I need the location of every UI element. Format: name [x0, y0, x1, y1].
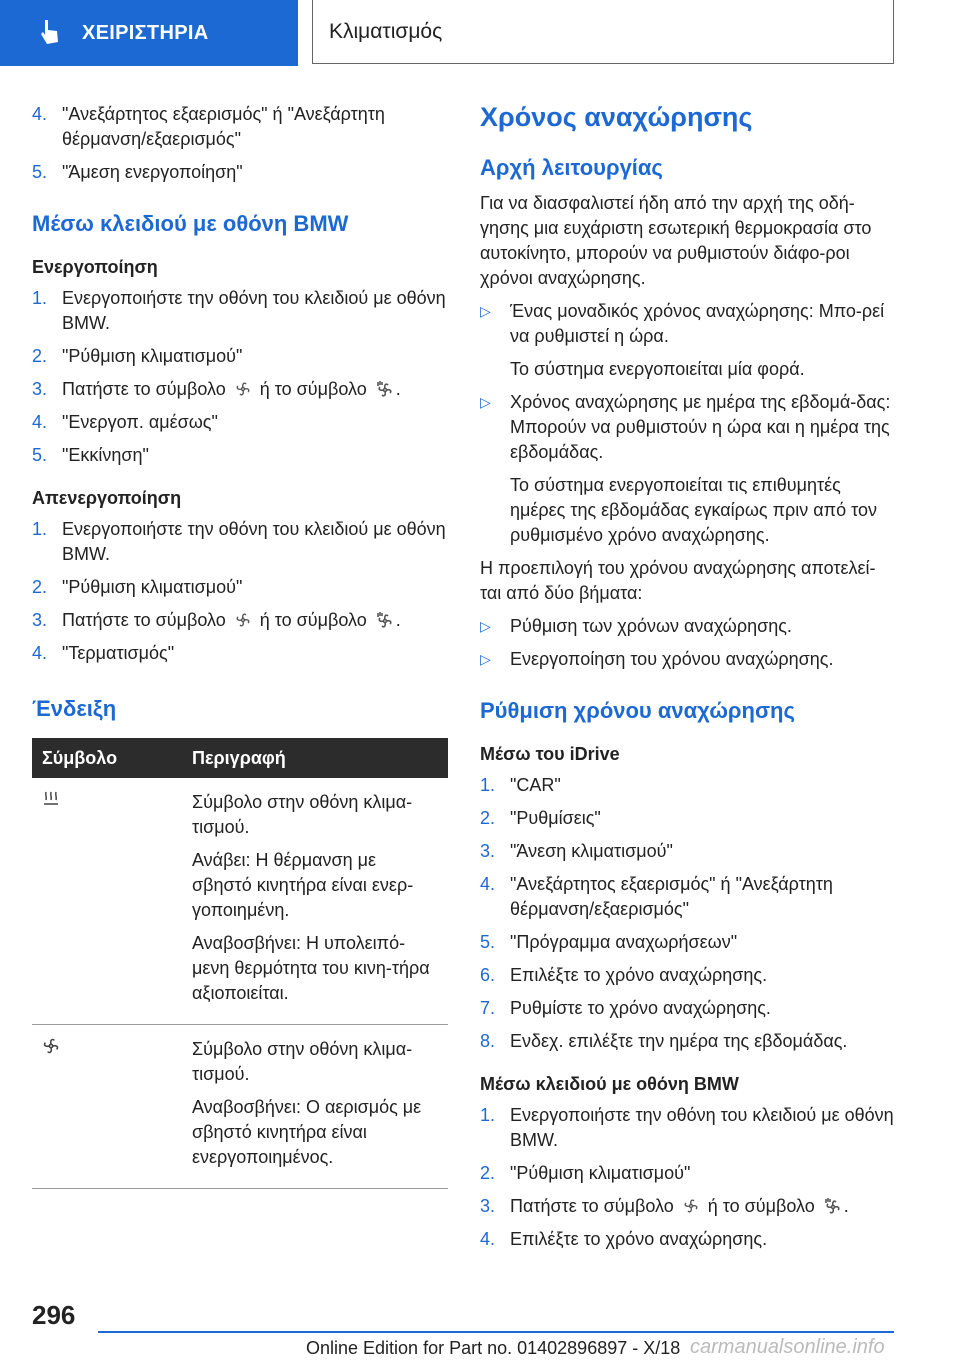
- list-text: ή το σύμβολο: [259, 610, 367, 630]
- list-text: "Ρύθμιση κλιματισμού": [62, 346, 243, 366]
- heating-fan-icon: [376, 612, 392, 628]
- list-item: [32, 517, 448, 567]
- footer-divider: [98, 1331, 894, 1333]
- list-text: "Εκκίνηση": [62, 445, 149, 465]
- description-text: Ανάβει: Η θέρμανση με σβηστό κινητήρα είναι ενερ-γοποιημένη.: [192, 850, 414, 920]
- list-item: [32, 443, 448, 468]
- list-number: 4.: [32, 412, 48, 432]
- list-item: [480, 872, 894, 922]
- ventilation-fan-icon: [235, 381, 251, 397]
- list-item: [32, 410, 448, 435]
- list-number: 4.: [480, 874, 496, 894]
- list-text: .: [843, 1196, 849, 1216]
- list-text: Πατήστε το σύμβολο: [62, 610, 226, 630]
- table-cell-description: [182, 1025, 448, 1189]
- list-number: 1.: [32, 288, 48, 308]
- list-item: [32, 575, 448, 600]
- list-text: "Ρύθμιση κλιματισμού": [510, 1163, 691, 1183]
- table-header-description: Περιγραφή: [182, 738, 448, 778]
- activation-heading: Ενεργοποίηση: [32, 257, 158, 277]
- list-text: "Ρυθμίσεις": [510, 808, 601, 828]
- list-text: .: [395, 610, 401, 630]
- deactivation-heading: Απενεργοποίηση: [32, 488, 182, 508]
- list-item: [32, 641, 448, 666]
- list-number: 2.: [480, 808, 496, 828]
- table-row: [32, 1025, 448, 1189]
- edition-text: Online Edition for Part no. 01402896897 - X/18: [306, 1338, 681, 1358]
- list-text: "Ενεργοπ. αμέσως": [62, 412, 218, 432]
- principle-text: Για να διασφαλιστεί ήδη από την αρχή της οδή-γησης μια ευχάριστη εσωτερική θερμοκρασία στο αυτοκίνητο, μπορούν να ρυθμιστούν διάφο-ροι χρόνοι αναχώρησης.: [480, 193, 872, 288]
- list-text: Ενδεχ. επιλέξτε την ημέρα της εβδομάδας.: [510, 1031, 848, 1051]
- list-item: [32, 344, 448, 369]
- description-text: Σύμβολο στην οθόνη κλιμα-τισμού.: [192, 1039, 413, 1084]
- list-item: [480, 1194, 894, 1219]
- list-item: [32, 286, 448, 336]
- heating-fan-icon: [824, 1198, 840, 1214]
- list-number: 5.: [32, 162, 48, 182]
- key-heading-right: Μέσω κλειδιού με οθόνη BMW: [480, 1074, 739, 1094]
- list-text: Πατήστε το σύμβολο: [510, 1196, 674, 1216]
- list-number: 2.: [480, 1163, 496, 1183]
- list-text: ή το σύμβολο: [259, 379, 367, 399]
- bullet-text: Ρύθμιση των χρόνων αναχώρησης.: [510, 616, 792, 636]
- description-text: Σύμβολο στην οθόνη κλιμα-τισμού.: [192, 792, 413, 837]
- preselect-text: Η προεπιλογή του χρόνου αναχώρησης αποτελεί-ται από δύο βήματα:: [480, 558, 876, 603]
- list-number: 5.: [480, 932, 496, 952]
- table-cell-symbol: [32, 778, 182, 1025]
- section-title-box: [312, 0, 894, 64]
- list-number: 1.: [32, 519, 48, 539]
- list-text: "Ανεξάρτητος εξαερισμός" ή "Ανεξάρτητη θέρμανση/εξαερισμός": [62, 104, 385, 149]
- list-text: ή το σύμβολο: [707, 1196, 815, 1216]
- bullet-item: [480, 647, 894, 672]
- list-number: 6.: [480, 965, 496, 985]
- right-column: [480, 102, 894, 1260]
- list-text: .: [395, 379, 401, 399]
- list-number: 8.: [480, 1031, 496, 1051]
- list-text: Ρυθμίστε το χρόνο αναχώρησης.: [510, 998, 771, 1018]
- table-cell-description: [182, 778, 448, 1025]
- list-text: "Πρόγραμμα αναχωρήσεων": [510, 932, 738, 952]
- bullet-text: Ένας μοναδικός χρόνος αναχώρησης: Μπο-ρεί να ρυθμιστεί η ώρα.: [510, 301, 885, 346]
- key-heading: Μέσω κλειδιού με οθόνη BMW: [32, 211, 349, 236]
- list-text: Επιλέξτε το χρόνο αναχώρησης.: [510, 1229, 768, 1249]
- description-text: Αναβοσβήνει: Η υπολειπό-μενη θερμότητα του κινη-τήρα αξιοποιείται.: [192, 933, 430, 1003]
- list-text: "Ανεξάρτητος εξαερισμός" ή "Ανεξάρτητη θέρμανση/εξαερισμός": [510, 874, 833, 919]
- list-item: [480, 996, 894, 1021]
- list-item: [480, 806, 894, 831]
- ventilation-fan-icon: [42, 1037, 60, 1055]
- left-column: [32, 102, 448, 1189]
- list-number: 4.: [32, 104, 48, 124]
- list-item: [480, 839, 894, 864]
- ventilation-fan-icon: [235, 612, 251, 628]
- list-item: [480, 963, 894, 988]
- table-header-symbol: Σύμβολο: [32, 738, 182, 778]
- list-text: "Άμεση ενεργοποίηση": [62, 162, 243, 182]
- heating-fan-icon: [376, 381, 392, 397]
- list-number: 1.: [480, 775, 496, 795]
- symbol-table: [32, 738, 448, 1189]
- ventilation-fan-icon: [683, 1198, 699, 1214]
- bullet-text: Χρόνος αναχώρησης με ημέρα της εβδομά-δας: Μπορούν να ρυθμιστούν η ώρα και η ημέρα της εβδομάδας.: [510, 392, 891, 462]
- triangle-bullet-icon: ▷: [480, 303, 491, 319]
- list-item: [32, 608, 448, 633]
- table-row: [32, 778, 448, 1025]
- departure-time-title: Χρόνος αναχώρησης: [480, 102, 753, 132]
- list-item: [480, 930, 894, 955]
- hand-pointer-icon: [38, 18, 62, 48]
- list-number: 3.: [480, 1196, 496, 1216]
- list-item: [32, 160, 448, 185]
- header-tab[interactable]: [0, 0, 298, 66]
- list-number: 7.: [480, 998, 496, 1018]
- list-text: "Ρύθμιση κλιματισμού": [62, 577, 243, 597]
- triangle-bullet-icon: ▷: [480, 618, 491, 634]
- list-item: [480, 773, 894, 798]
- list-number: 4.: [32, 643, 48, 663]
- list-item: [32, 102, 448, 152]
- list-number: 2.: [32, 346, 48, 366]
- list-item: [480, 1161, 894, 1186]
- bullet-item: [480, 390, 894, 465]
- list-text: "Άνεση κλιματισμού": [510, 841, 673, 861]
- principle-heading: Αρχή λειτουργίας: [480, 155, 663, 180]
- list-text: Πατήστε το σύμβολο: [62, 379, 226, 399]
- list-text: Ενεργοποιήστε την οθόνη του κλειδιού με οθόνη BMW.: [62, 288, 446, 333]
- set-departure-heading: Ρύθμιση χρόνου αναχώρησης: [480, 698, 795, 723]
- list-number: 5.: [32, 445, 48, 465]
- list-number: 3.: [32, 379, 48, 399]
- idrive-heading: Μέσω του iDrive: [480, 744, 620, 764]
- table-header-row: [32, 738, 448, 778]
- header-tab-label: ΧΕΙΡΙΣΤΗΡΙΑ: [82, 21, 209, 44]
- list-number: 3.: [32, 610, 48, 630]
- list-number: 2.: [32, 577, 48, 597]
- list-item: [480, 1227, 894, 1252]
- bullet-item: [480, 614, 894, 639]
- page-number: 296: [32, 1300, 76, 1330]
- list-text: Ενεργοποιήστε την οθόνη του κλειδιού με οθόνη BMW.: [510, 1105, 894, 1150]
- list-item: [480, 1103, 894, 1153]
- section-title: Κλιματισμός: [329, 19, 443, 43]
- bullet-item: [480, 299, 894, 349]
- bullet-text: Ενεργοποίηση του χρόνου αναχώρησης.: [510, 649, 834, 669]
- indicator-heading: Ένδειξη: [32, 696, 117, 721]
- list-number: 3.: [480, 841, 496, 861]
- bullet-subtext: Το σύστημα ενεργοποιείται μία φορά.: [510, 359, 805, 379]
- triangle-bullet-icon: ▷: [480, 394, 491, 410]
- list-number: 4.: [480, 1229, 496, 1249]
- list-text: "Τερματισμός": [62, 643, 175, 663]
- list-text: Ενεργοποιήστε την οθόνη του κλειδιού με οθόνη BMW.: [62, 519, 446, 564]
- description-text: Αναβοσβήνει: Ο αερισμός με σβηστό κινητήρα είναι ενεργοποιημένος.: [192, 1097, 422, 1167]
- triangle-bullet-icon: ▷: [480, 651, 491, 667]
- list-text: "CAR": [510, 775, 561, 795]
- heat-waves-icon: [42, 790, 60, 808]
- list-number: 1.: [480, 1105, 496, 1125]
- list-text: Επιλέξτε το χρόνο αναχώρησης.: [510, 965, 768, 985]
- list-item: [480, 1029, 894, 1054]
- list-item: [32, 377, 448, 402]
- watermark: carmanualsonline.info: [690, 1336, 885, 1358]
- table-cell-symbol: [32, 1025, 182, 1189]
- bullet-subtext: Το σύστημα ενεργοποιείται τις επιθυμητές ημέρες της εβδομάδας εγκαίρως πριν από τον ρυθμισμένο χρόνο αναχώρησης.: [510, 475, 877, 545]
